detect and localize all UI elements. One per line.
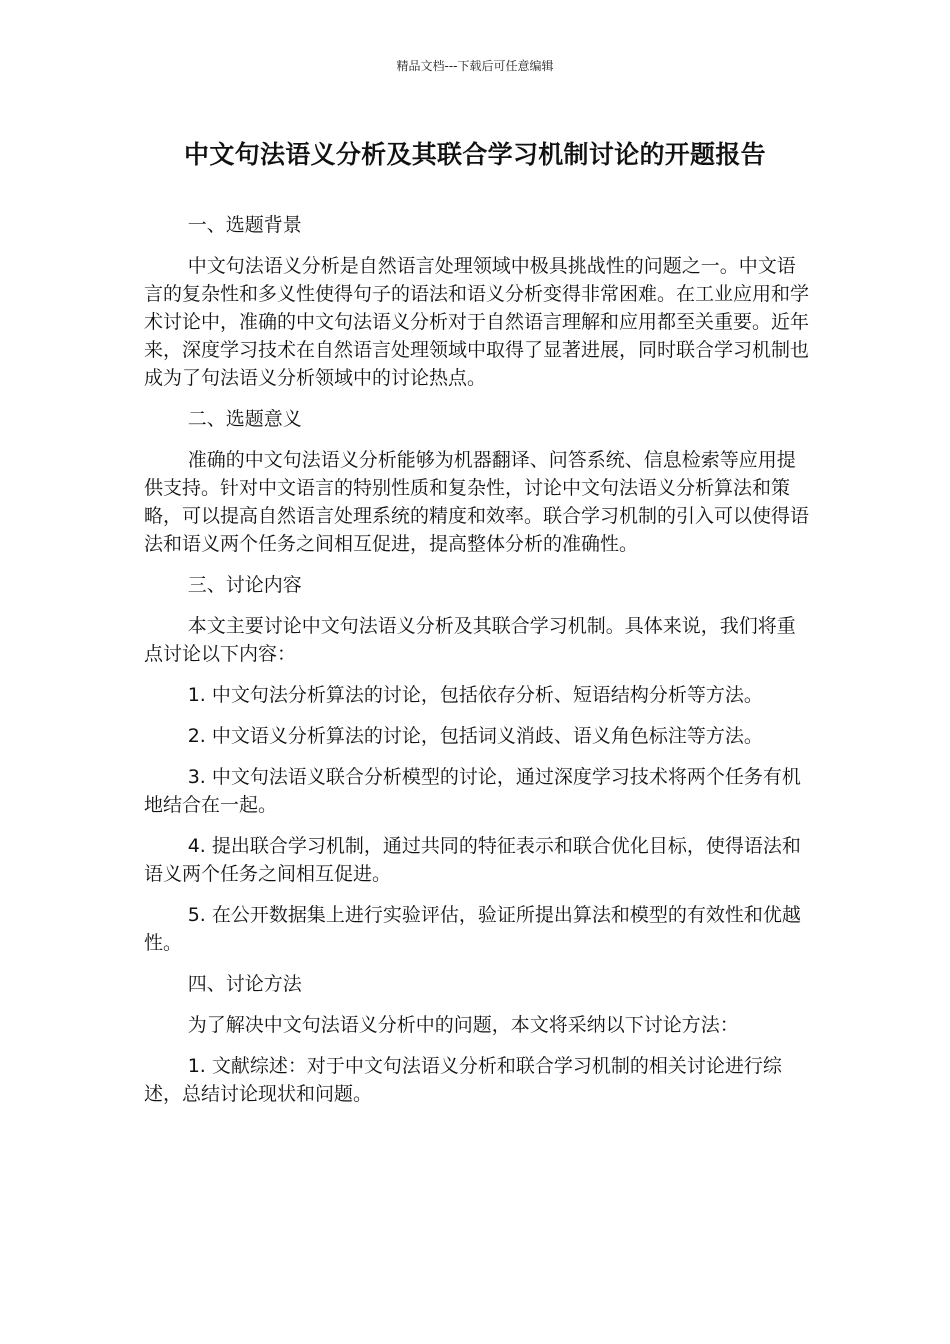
document-body	[144, 211, 809, 1121]
list-item: 4. 提出联合学习机制，通过共同的特征表示和联合优化目标，使得语法和语义两个任务之间相互促进。	[144, 835, 801, 885]
list-item: 1. 中文句法分析算法的讨论，包括依存分析、短语结构分析等方法。	[187, 684, 763, 706]
body-paragraph: 本文主要讨论中文句法语义分析及其联合学习机制。具体来说，我们将重点讨论以下内容：	[144, 615, 796, 665]
section-heading: 三、讨论内容	[187, 574, 302, 596]
section-research-content	[144, 571, 809, 957]
section-heading: 二、选题意义	[187, 408, 302, 430]
body-paragraph: 为了解决中文句法语义分析中的问题，本文将采纳以下讨论方法：	[187, 1014, 739, 1036]
list-item: 3. 中文句法语义联合分析模型的讨论，通过深度学习技术将两个任务有机地结合在一起。	[144, 766, 801, 816]
list-item: 1. 文献综述：对于中文句法语义分析和联合学习机制的相关讨论进行综述，总结讨论现状和问题。	[144, 1055, 782, 1105]
list-item: 5. 在公开数据集上进行实验评估，验证所提出算法和模型的有效性和优越性。	[144, 904, 801, 954]
section-methods	[144, 970, 809, 1108]
section-significance	[144, 405, 809, 558]
page-header-note: 精品文档---下载后可任意编辑	[396, 59, 554, 73]
section-background	[144, 211, 809, 392]
document-title: 中文句法语义分析及其联合学习机制讨论的开题报告	[184, 140, 766, 169]
body-paragraph: 准确的中文句法语义分析能够为机器翻译、问答系统、信息检索等应用提供支持。针对中文语言的特别性质和复杂性，讨论中文句法语义分析算法和策略，可以提高自然语言处理系统的精度和效率。联合学习机制的引入可以使得语法和语义两个任务之间相互促进，提高整体分析的准确性。	[144, 449, 810, 555]
body-paragraph: 中文句法语义分析是自然语言处理领域中极具挑战性的问题之一。中文语言的复杂性和多义性使得句子的语法和语义分析变得非常困难。在工业应用和学术讨论中，准确的中文句法语义分析对于自然语言理解和应用都至关重要。近年来，深度学习技术在自然语言处理领域中取得了显著进展，同时联合学习机制也成为了句法语义分析领域中的讨论热点。	[144, 255, 810, 389]
section-heading: 一、选题背景	[187, 214, 302, 236]
section-heading: 四、讨论方法	[187, 973, 302, 995]
list-item: 2. 中文语义分析算法的讨论，包括词义消歧、语义角色标注等方法。	[187, 725, 763, 747]
